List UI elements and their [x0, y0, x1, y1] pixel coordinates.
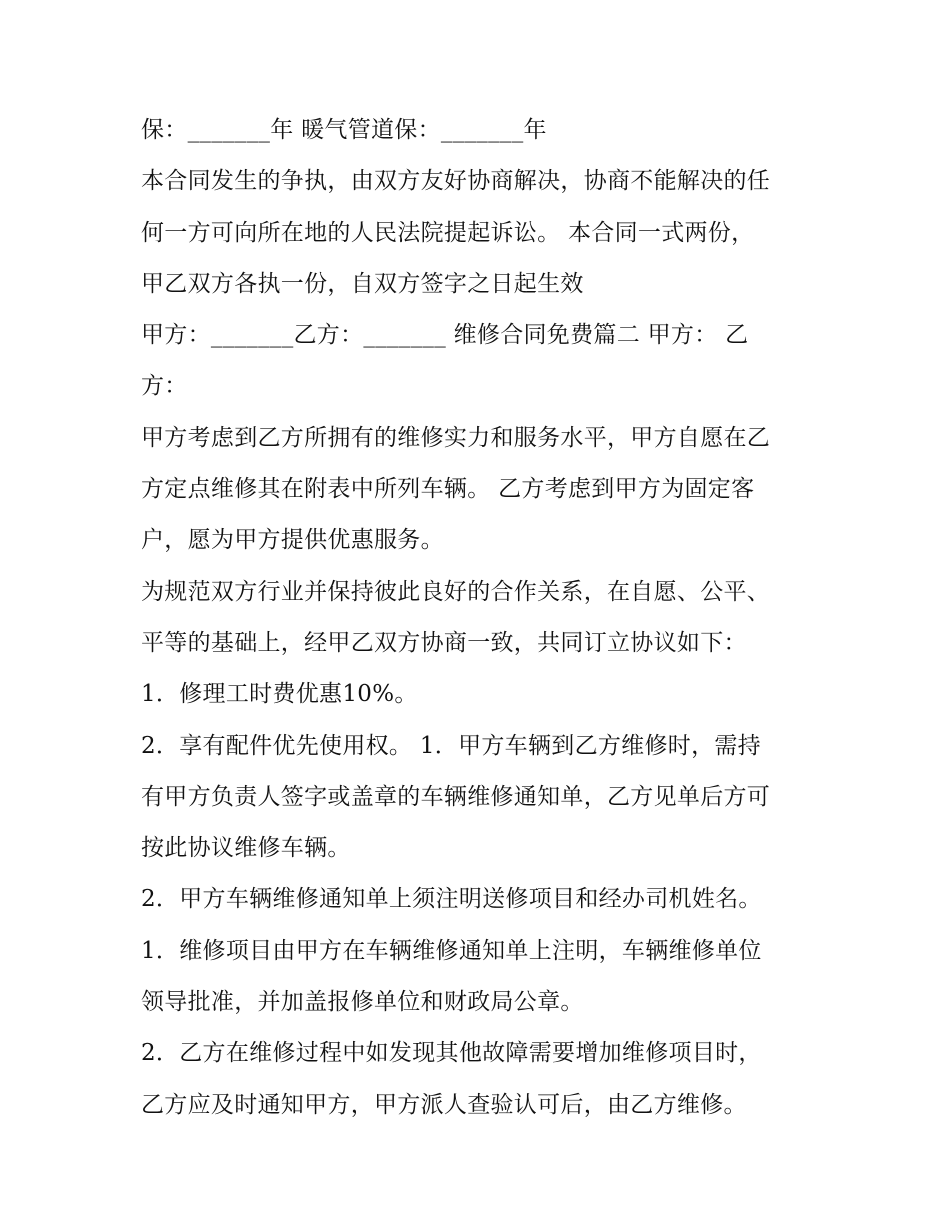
text-line: 2．甲方车辆维修通知单上须注明送修项目和经办司机姓名。 — [141, 886, 762, 913]
text-line: 甲方考虑到乙方所拥有的维修实力和服务水平，甲方自愿在乙 — [141, 424, 771, 451]
text-line: 2．享有配件优先使用权。 1．甲方车辆到乙方维修时，需持 — [141, 732, 761, 759]
text-line: 何一方可向所在地的人民法院提起诉讼。 本合同一式两份， — [141, 219, 755, 246]
text-line: 乙方应及时通知甲方，甲方派人查验认可后，由乙方维修。 — [141, 1091, 747, 1118]
text-line: 按此协议维修车辆。 — [141, 835, 351, 862]
text-line: 1．修理工时费优惠10%。 — [141, 681, 418, 708]
text-line: 户，愿为甲方提供优惠服务。 — [141, 527, 444, 554]
text-line: 1．维修项目由甲方在车辆维修通知单上注明，车辆维修单位 — [141, 937, 762, 964]
text-line: 保：_______年 暖气管道保：_______年 — [141, 117, 547, 143]
text-line: 2．乙方在维修过程中如发现其他故障需要增加维修项目时， — [141, 1040, 762, 1067]
document-body — [141, 108, 821, 1134]
text-line: 本合同发生的争执，由双方友好协商解决，协商不能解决的任 — [141, 168, 771, 195]
text-line: 甲乙双方各执一份，自双方签字之日起生效 — [141, 270, 584, 297]
text-line: 方定点维修其在附表中所列车辆。 乙方考虑到甲方为固定客 — [141, 476, 755, 503]
text-line: 平等的基础上，经甲乙双方协商一致，共同订立协议如下： — [141, 629, 747, 656]
text-line: 有甲方负责人签字或盖章的车辆维修通知单，乙方见单后方可 — [141, 783, 771, 810]
text-line: 甲方：_______乙方：_______ 维修合同免费篇二 甲方： 乙 — [141, 322, 749, 349]
text-line: 领导批准，并加盖报修单位和财政局公章。 — [141, 989, 584, 1016]
text-line: 为规范双方行业并保持彼此良好的合作关系，在自愿、公平、 — [141, 578, 771, 605]
text-line: 方： — [141, 373, 188, 400]
